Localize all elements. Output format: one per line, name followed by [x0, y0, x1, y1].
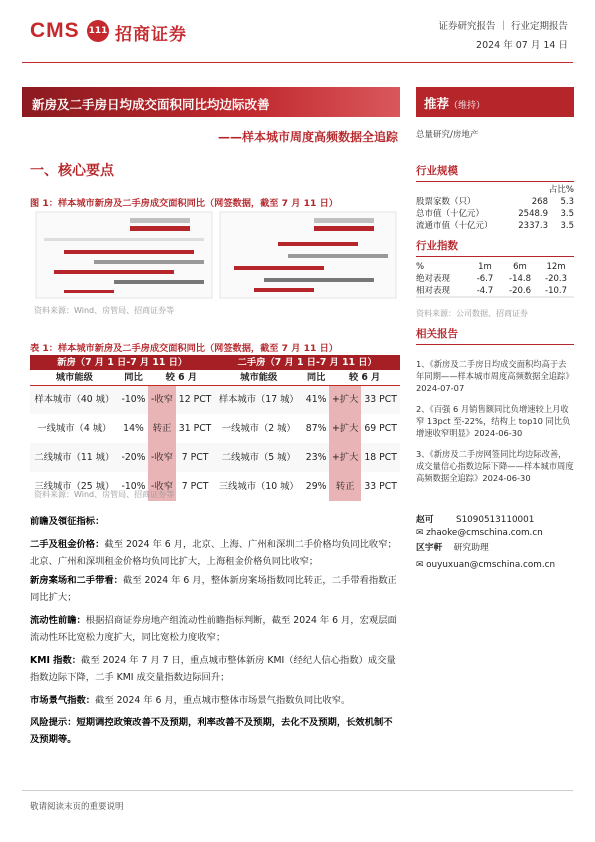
cell: 69 PCT — [364, 423, 397, 434]
analyst-name: 赵可 — [416, 515, 434, 525]
pct-header: 占比% — [548, 185, 574, 195]
cell: -10% — [121, 394, 146, 406]
chart-bar — [64, 250, 194, 254]
col-vs6: 较 6 月 — [148, 370, 214, 385]
body-paragraph: 新房案场和二手带看：截至 2024 年 6 月，整体新房案场指数同比转正，二手带看指数正同比扩大； — [30, 575, 397, 603]
cell: 33 PCT — [364, 394, 397, 406]
col-level: 城市能级 — [30, 370, 119, 385]
logo-text: CMS — [30, 19, 80, 42]
analyst-section — [416, 514, 574, 572]
cell: -20% — [121, 452, 146, 463]
cell: -收窄 — [148, 472, 175, 501]
cell: 二线城市（5 城） — [221, 452, 296, 463]
index-header: % 1m 6m 12m — [416, 262, 566, 272]
footer-divider — [22, 790, 573, 791]
basic-row: 流通市值（十亿元） 2337.3 3.5 — [416, 221, 574, 231]
col-yoy: 同比 — [119, 370, 149, 385]
cell: 样本城市（17 城） — [218, 394, 299, 406]
cell: 12 PCT — [178, 394, 212, 406]
body-paragraph: 市场景气指数：截至 2024 年 6 月，重点城市整体市场景气指数负同比收窄。 — [30, 695, 351, 706]
cell: 7 PCT — [181, 452, 209, 463]
col-yoy: 同比 — [303, 370, 329, 385]
body-heading: 前瞻及領征指标： — [30, 516, 105, 527]
basic-data-title: 行业规模 — [416, 163, 574, 182]
cell: 41% — [305, 394, 327, 406]
legend-swatch-2 — [130, 226, 190, 231]
analyst-email: zhaoke@cmschina.com.cn — [426, 528, 543, 538]
report-title: 新房及二手房日均成交面积同比均边际改善 — [22, 87, 400, 117]
chart-bar — [264, 278, 374, 282]
index-row: 绝对表现 -6.7 -14.8 -20.3 — [416, 274, 567, 284]
cell: +扩大 — [329, 443, 361, 472]
figure-source: 资料来源：Wind、房管局、招商证券等 — [34, 306, 175, 315]
cell: 二线城市（11 城） — [34, 452, 115, 463]
chart-bar — [54, 270, 174, 274]
cell: 14% — [123, 423, 144, 434]
body-paragraph: 二手及租金价格：截至 2024 年 6 月，北京、上海、广州和深圳二手价格均负同比收窄；北京、广州和深圳租金价格均负同比扩大，上海租金价格负同比收窄； — [30, 539, 397, 567]
basic-row: 股票家数（只） 268 5.3 — [416, 197, 574, 207]
legend-swatch-3 — [314, 218, 374, 223]
table-title: 表 1：样本城市新房及二手房成交面积同比（网签数据，截至 7 月 11 日） — [30, 343, 338, 354]
cell: 23% — [305, 452, 327, 463]
related-report[interactable]: 3、《新房及二手房网签同比均边际改善，成交量信心指数边际下降——样本城市周度高频数据全追踪》2024-06-30 — [416, 449, 574, 483]
mail-icon: ✉ — [416, 528, 424, 538]
section-heading: 一、核心要点 — [30, 163, 114, 179]
cell: 转正 — [148, 414, 175, 443]
col-level: 城市能级 — [214, 370, 303, 385]
cell: 样本城市（40 城） — [34, 394, 115, 406]
cell: 87% — [305, 423, 327, 434]
chart-bar — [254, 288, 314, 292]
body-paragraph: 流动性前瞻：根据招商证券房地产组流动性前瞻指标判断，截至 2024 年 6 月，宏观层面流动性环比宽松力度扩大，同比宽松力度收窄； — [30, 615, 397, 643]
chart-bar — [94, 260, 204, 264]
index-title: 行业指数 — [416, 238, 574, 257]
chart-bar — [44, 238, 204, 241]
table-row — [30, 443, 400, 472]
analyst-role: 研究助理 — [453, 543, 489, 553]
cell: 转正 — [329, 472, 361, 501]
legend-swatch-1 — [130, 218, 190, 223]
header-divider — [22, 62, 573, 63]
group-new-header: 新房（7 月 1 日-7 月 11 日） — [30, 355, 214, 370]
cell: 三线城市（25 城） — [34, 481, 115, 492]
category-label: 总量研究/房地产 — [416, 130, 479, 140]
legend-swatch-4 — [314, 226, 374, 231]
chart-bar — [114, 280, 204, 284]
rating-bar — [416, 87, 574, 117]
chart-bar — [278, 242, 358, 246]
table-column-header — [30, 370, 400, 385]
figure-title: 图 1：样本城市新房及二手房成交面积同比（网签数据，截至 7 月 11 日） — [30, 198, 338, 209]
cell: 29% — [305, 481, 327, 492]
analyst-name: 区宇軒 — [416, 543, 443, 553]
cell: 三线城市（10 城） — [218, 481, 299, 492]
basic-data-section — [416, 163, 574, 232]
related-title: 相关报告 — [416, 326, 574, 345]
table-source: 资料来源：Wind、房管局、招商证券等 — [34, 490, 175, 499]
analyst-email: ouyuxuan@cmschina.com.cn — [426, 560, 556, 570]
figure-chart — [34, 210, 398, 300]
cell: 31 PCT — [178, 423, 212, 434]
risk-warning: 风险提示：短期调控政策改善不及预期，利率改善不及预期，去化不及预期，长效机制不及预期等。 — [30, 717, 393, 745]
rating-label: 推荐 — [424, 96, 450, 111]
cell: 18 PCT — [364, 452, 397, 463]
index-sparkline — [416, 293, 574, 301]
logo-cn-text: 招商证券 — [115, 25, 187, 45]
cell: 7 PCT — [181, 481, 209, 492]
cell: -收窄 — [148, 385, 175, 414]
cell: -10% — [121, 481, 146, 492]
related-section — [416, 326, 574, 345]
index-source: 资料来源：公司数据、招商证券 — [416, 309, 528, 318]
chart-bar — [288, 254, 388, 258]
table-row — [30, 385, 400, 414]
figure-chart-svg — [34, 210, 398, 300]
col-vs6: 较 6 月 — [329, 370, 400, 385]
table-group-header — [30, 355, 400, 370]
cell: 一线城市（2 城） — [221, 423, 296, 434]
index-section — [416, 238, 574, 297]
index-row: 相对表现 -4.7 -20.6 -10.7 — [416, 286, 567, 296]
report-type: 证券研究报告 ｜ 行业定期报告 — [438, 21, 568, 32]
report-subtitle: ——样本城市周度高频数据全追踪 — [217, 130, 398, 144]
cell: +扩大 — [329, 385, 361, 414]
chart-left-frame — [36, 212, 212, 298]
cell: -收窄 — [148, 443, 175, 472]
mail-icon: ✉ — [416, 560, 424, 570]
cell: +扩大 — [329, 414, 361, 443]
cell: 33 PCT — [364, 481, 397, 492]
rating-sub: （维持） — [449, 101, 486, 111]
related-report[interactable]: 1、《新房及二手房日均成交面积均高于去年同期——样本城市周度高频数据全追踪》2024-07-07 — [416, 359, 574, 393]
chart-bar — [64, 290, 114, 293]
data-table — [30, 355, 400, 501]
body-paragraph: KMI 指数：截至 2024 年 7 月 7 日，重点城市整体新房 KMI（经纪人信心指数）成交量指数边际下降，二手 KMI 成交量指数边际回升； — [30, 655, 396, 683]
report-date: 2024 年 07 月 14 日 — [476, 40, 568, 51]
analyst-id: S1090513110001 — [455, 515, 535, 525]
cell: 一线城市（4 城） — [37, 423, 112, 434]
chart-bar — [234, 266, 324, 270]
basic-row: 总市值（十亿元） 2548.9 3.5 — [416, 209, 574, 219]
logo-badge: 111 — [87, 20, 109, 42]
related-report[interactable]: 2、《百强 6 月销售额同比负增速较上月收窄 13pct 至-22%，结构上 top10 同比负增速收窄明显》2024-06-30 — [416, 404, 571, 438]
group-used-header: 二手房（7 月 1 日-7 月 11 日） — [214, 355, 400, 370]
footer-note: 敬请阅读末页的重要说明 — [30, 802, 124, 812]
table-row — [30, 414, 400, 443]
